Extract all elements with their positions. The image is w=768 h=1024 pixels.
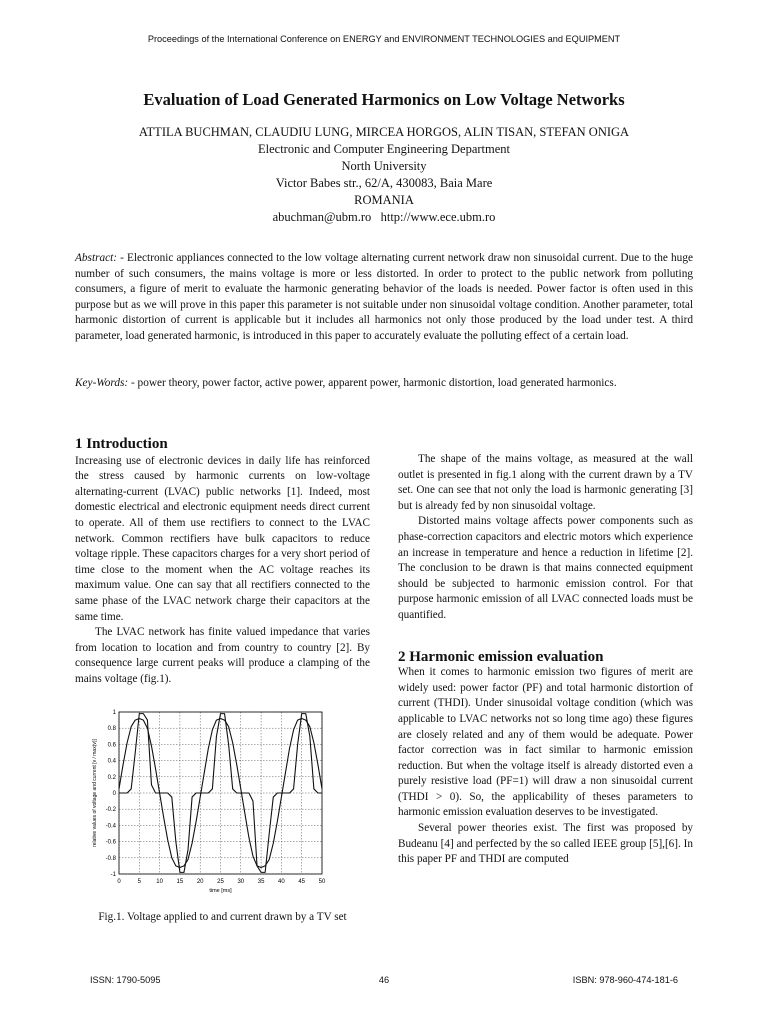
x-tick-label: 40: [278, 879, 285, 885]
section-2-heading: 2 Harmonic emission evaluation: [398, 648, 604, 665]
author-names: ATTILA BUCHMAN, CLAUDIU LUNG, MIRCEA HORGOS, ALIN TISAN, STEFAN ONIGA: [138, 125, 630, 139]
author-block: [0, 124, 768, 226]
author-university: North University: [341, 159, 427, 173]
author-contact: [0, 209, 768, 226]
y-tick-label: 0.6: [107, 742, 116, 749]
y-tick-label: -0.4: [105, 823, 116, 830]
paper-title: Evaluation of Load Generated Harmonics on Low Voltage Networks: [143, 90, 625, 109]
y-tick-label: 0.4: [107, 758, 116, 765]
x-tick-label: 5: [137, 879, 141, 885]
section-1-paragraph-1: Increasing use of electronic devices in daily life has reinforced the stress caused by harmonic currents on low-voltage alternating-current (LVAC) public networks [1]. Indeed, most domestic electrical and electronic equipment needs direct current to operate. All of them use rectifiers to connect to the LVAC network. Common rectifiers have bulk capacitors to reduce voltage ripple. These capacitors charges for a very short period of time close to the moment when the AC voltage reaches its maximum value. One can say that all rectifiers connected to the same phase of the LVAC network charge their capacitors at the same time.: [75, 454, 370, 623]
section-1-paragraph-2: The LVAC network has finite valued impedance that varies from location to location and from country to country [2]. By consequence large current peaks will produce a clamping of the mains voltage (fig.1).: [75, 626, 370, 685]
right-column: [398, 452, 693, 868]
x-tick-label: 15: [176, 879, 184, 885]
x-tick-label: 30: [237, 879, 245, 885]
x-tick-label: 25: [217, 879, 224, 885]
section-1-heading: 1 Introduction: [75, 436, 168, 452]
author-email[interactable]: abuchman@ubm.ro: [272, 210, 372, 224]
section-1-paragraph-4: Distorted mains voltage affects power components such as phase-correction capacitors and electric motors which experience an increase in temperature and hence a reduction in lifetime [2]. The conclusion to be drawn is that mains connected equipment should be subjected to harmonic emission control. For that purpose harmonic emission of all LVAC connected loads must be quantified.: [398, 515, 693, 621]
y-tick-label: 0: [112, 791, 116, 797]
section-2-paragraph-1: When it comes to harmonic emission two figures of merit are widely used: power factor (PF) and total harmonic distortion of current (THDI). Under sinusoidal voltage condition (which was applicable to LVAC networks not so long time ago) these figures are closely related and any of them would be adequate. Power factor correction was in fact similar to harmonic emission reduction. But when the voltage itself is already distorted even a purely resistive load (PF=1) will draw a non sinusoidal current (THDI > 0). So, the applicability of theses parameters to harmonic emission evaluation deserves to be investigated.: [398, 666, 693, 819]
y-tick-label: 0.8: [107, 726, 116, 733]
author-url[interactable]: http://www.ece.ubm.ro: [380, 210, 496, 224]
y-tick-label: -0.8: [105, 855, 116, 862]
abstract: [75, 251, 693, 345]
y-tick-label: 1: [112, 710, 116, 716]
y-tick-label: 0.2: [107, 774, 116, 781]
y-axis-label: relative values of voltage and current [v / max(v)]: [92, 739, 98, 847]
abstract-text: - Electronic appliances connected to the low voltage alternating current network draw non sinusoidal current. Due to the huge number of such consumers, the mains voltage is more or less distorted. In order to protect to the public network from polluting consumers, a figure of merit to evaluate the harmonic generating behavior of the loads is needed. Power factor is often used in this purpose but as we will prove in this paper this parameter is not suitable under non sinusoidal voltage condition. Another parameter, total harmonic distortion of current is applicable but it includes all harmonics not only those produced by the load under test. A third parameter, load generated harmonic, is introduced in this paper to accurately evaluate the polluting effect of a certain load.: [75, 252, 693, 342]
x-tick-label: 50: [318, 879, 326, 885]
y-tick-label: -0.2: [105, 807, 116, 814]
footer-page-number: 46: [378, 975, 390, 985]
keywords-label: Key-Words:: [75, 377, 129, 389]
figure-1-caption: Fig.1. Voltage applied to and current drawn by a TV set: [98, 911, 347, 923]
x-tick-label: 0: [117, 879, 121, 885]
left-column: [75, 437, 370, 688]
keywords-text: - power theory, power factor, active power, apparent power, harmonic distortion, load generated harmonics.: [128, 377, 617, 389]
x-tick-label: 45: [298, 879, 306, 885]
x-axis-label: time [ms]: [209, 888, 232, 894]
y-tick-label: -0.6: [105, 839, 116, 846]
author-country: ROMANIA: [354, 193, 414, 207]
x-tick-label: 20: [196, 879, 204, 885]
running-header: Proceedings of the International Conference on ENERGY and ENVIRONMENT TECHNOLOGIES and EQUIPMENT: [147, 34, 621, 44]
y-tick-label: -1: [110, 872, 116, 878]
x-tick-label: 10: [156, 879, 163, 885]
section-2-paragraph-2: Several power theories exist. The first was proposed by Budeanu [4] and perfected by the so called IEEE group [5],[6]. In this paper PF and THDI are computed: [398, 822, 693, 866]
abstract-label: Abstract:: [75, 252, 118, 264]
author-address: Victor Babes str., 62/A, 430083, Baia Mare: [275, 176, 493, 190]
footer-isbn: ISBN: 978-960-474-181-6: [572, 975, 678, 985]
section-1-paragraph-3: The shape of the mains voltage, as measured at the wall outlet is presented in fig.1 along with the current drawn by a TV set. One can see that not only the load is harmonic generating [3] but is already fed by non sinusoidal voltage.: [398, 453, 693, 512]
keywords: [75, 376, 693, 392]
x-tick-label: 35: [257, 879, 265, 885]
figure-1-chart: [86, 706, 332, 896]
author-department: Electronic and Computer Engineering Department: [258, 142, 510, 156]
footer-issn: ISSN: 1790-5095: [90, 975, 161, 985]
